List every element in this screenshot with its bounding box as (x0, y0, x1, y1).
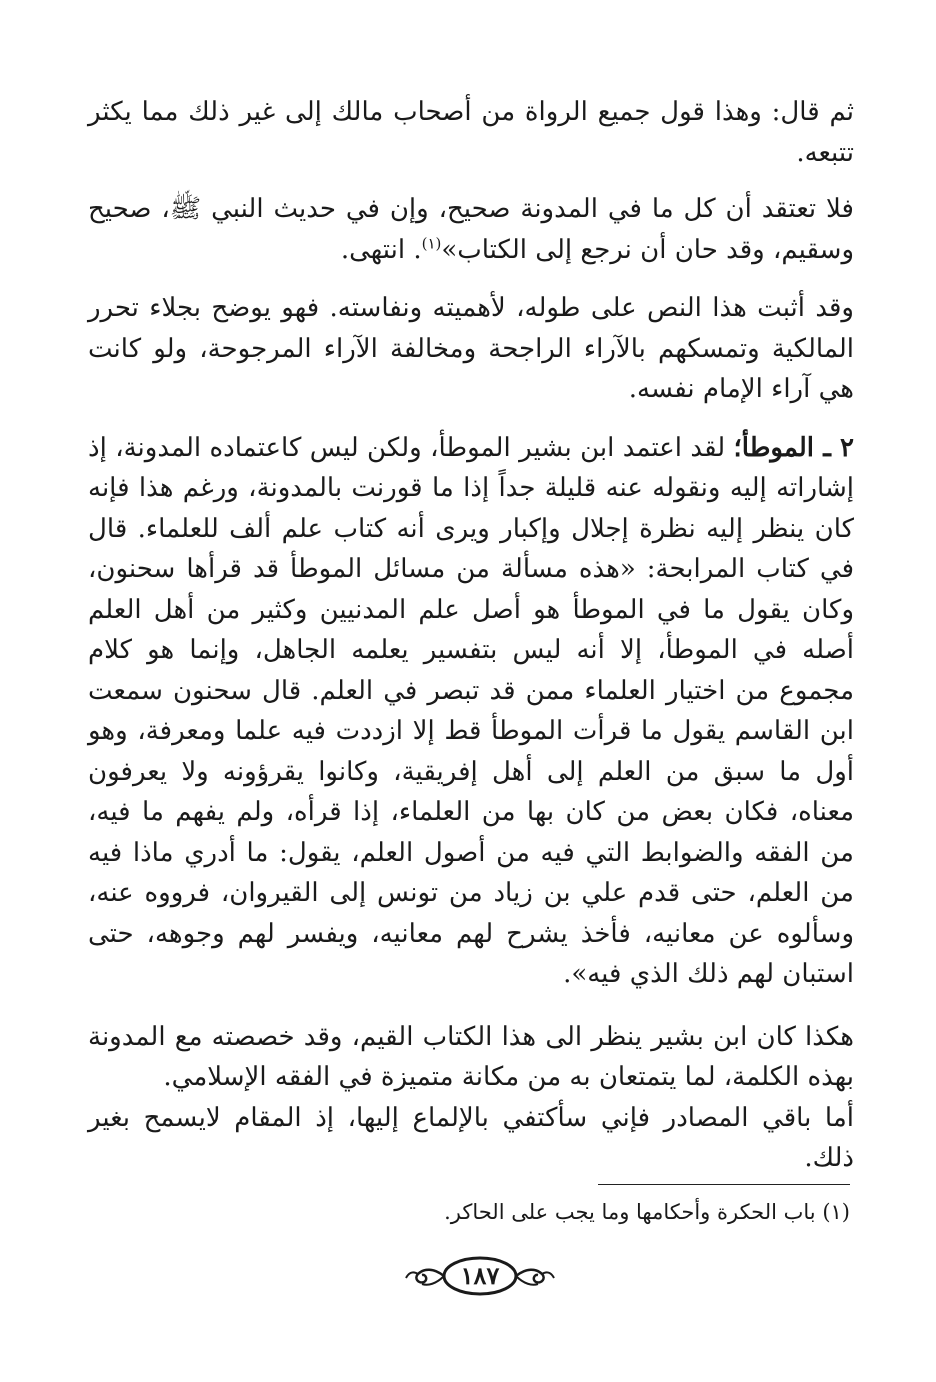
paragraph-4-text: لقد اعتمد ابن بشير الموطأ، ولكن ليس كاعتماده المدونة، إذ إشاراته إليه ونقوله عنه قليلة جداً إذا ما قورنت بالمدونة، ورغم هذا فإنه كان ينظر إليه نظرة إجلال وإكبار ويرى أنه كتاب علم ألف للعلماء. قال في كتاب المرابحة: «هذه مسألة من مسائل الموطأ قد قرأها سحنون، وكان يقول ما في الموطأ هو أصل علم المدنيين وكثير من أهل العلم أصله في الموطأ، إلا أنه ليس بتفسير يعلمه الجاهل، وإنما هو كلام مجموع من اختيار العلماء ممن قد تبصر في العلم. قال سحنون سمعت ابن القاسم يقول ما قرأت الموطأ قط إلا ازددت فيه علما ومعرفة، وهو أول ما سبق من العلم إلى أهل إفريقية، وكانوا يقرؤونه ولا يعرفون معناه، فكان بعض من كان بها من العلماء، إذا قرأه، ولم يفهم ما فيه، من الفقه والضوابط التي فيه من أصول العلم، يقول: ما أدري ماذا فيه من العلم، حتى قدم علي بن زياد من تونس إلى القيروان، فرووه عنه، وسألوه عن معانيه، فأخذ يشرح لهم معانيه، ويفسر لهم وجوهه، حتى استبان لهم ذلك الذي فيه». (88, 432, 854, 989)
footnote: (١) باب الحكرة وأحكامها وما يجب على الحاكر. (444, 1200, 850, 1224)
section-heading-muwatta: ٢ ـ الموطأ؛ (733, 432, 854, 463)
footnote-reference: (١) (421, 233, 442, 252)
paragraph-4 (88, 428, 854, 995)
paragraph-3: وقد أثبت هذا النص على طوله، لأهميته ونفاسته. فهو يوضح بجلاء تحرر المالكية وتمسكهم بالآراء الراجحة ومخالفة الآراء المرجوحة، ولو كانت هي آراء الإمام نفسه. (88, 293, 854, 404)
page-number-ornament (404, 1254, 556, 1298)
footnote-divider (598, 1184, 850, 1185)
page-number: ١٨٧ (460, 1261, 500, 1290)
paragraph-6: أما باقي المصادر فإني سأكتفي بالإلماع إليها، إذ المقام لايسمح بغير ذلك. (88, 1102, 854, 1173)
paragraph-5: هكذا كان ابن بشير ينظر الى هذا الكتاب القيم، وقد خصصته مع المدونة بهذه الكلمة، لما يتمتعان به من مكانة متميزة في الفقه الإسلامي. (88, 1021, 854, 1092)
page-body (88, 92, 854, 1179)
paragraph-2-end: . انتهى. (340, 234, 422, 265)
paragraph-2 (88, 189, 854, 270)
paragraph-2-text: فلا تعتقد أن كل ما في المدونة صحيح، وإن في حديث النبي ﷺ، صحيح وسقيم، وقد حان أن نرجع إلى الكتاب» (88, 194, 854, 265)
paragraph-1: ثم قال: وهذا قول جميع الرواة من أصحاب مالك إلى غير ذلك مما يكثر تتبعه. (88, 97, 854, 168)
